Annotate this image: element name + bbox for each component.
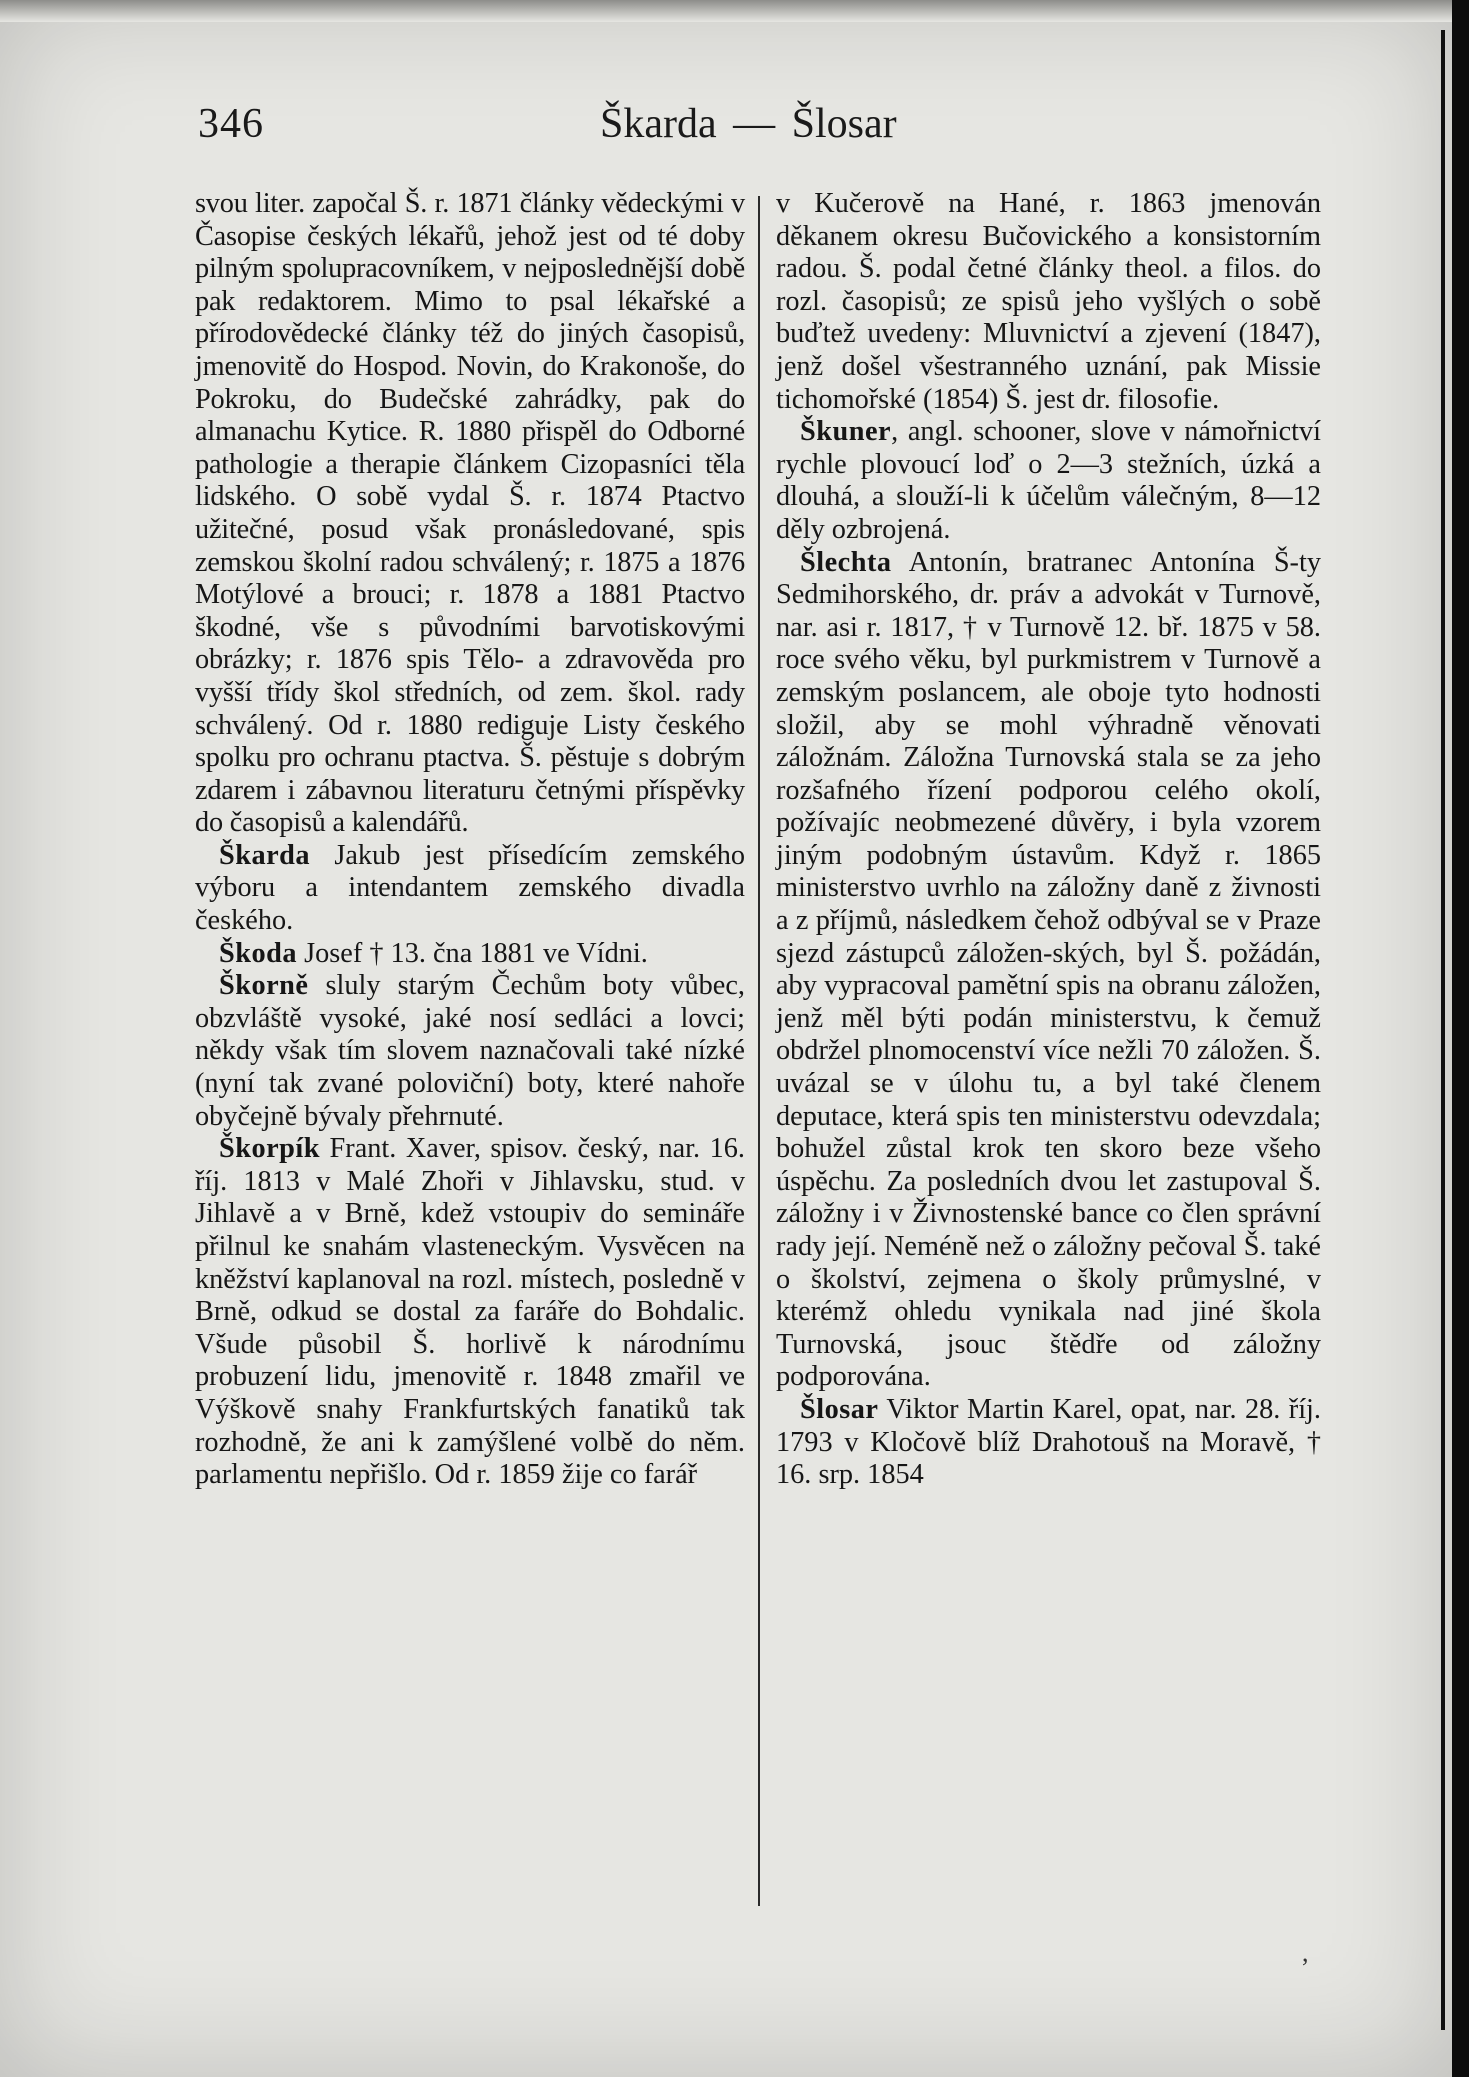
running-head: Škarda — Šlosar: [600, 101, 897, 147]
trailing-mark: ,: [1302, 1938, 1309, 1967]
continuation-paragraph: [195, 188, 745, 840]
page-top-shadow: [0, 0, 1452, 22]
headword: Škorpík: [219, 1133, 321, 1165]
headword: Škoda: [219, 937, 298, 969]
headword: Šlosar: [800, 1393, 879, 1425]
entry-skorpik: [195, 1133, 745, 1492]
entry-slechta: [776, 547, 1321, 1394]
entry-text: sluly starým Čechům boty vůbec, obzvláště vysoké, jaké nosí sedláci a lovci; někdy však tím slovem naznačovali také nízké (nyní tak zvané poloviční) boty, které nahoře obyčejně bývaly přehrnuté.: [195, 970, 745, 1132]
entry-text: Josef † 13. čna 1881 ve Vídni.: [297, 937, 648, 969]
entry-text: Antonín, bratranec Antonína Š-ty Sedmihorského, dr. práv a advokát v Turnově, nar. asi r. 1817, † v Turnově 12. bř. 1875 v 58. roce svého věku, byl purkmistrem v Turnově a zemským poslancem, ale oboje tyto hodnosti složil, aby se mohl výhradně věnovati záložnám. Záložna Turnovská stala se za jeho rozšafného řízení podporou celého okolí, požívajíc neobmezené důvěry, i byla vzorem jiným podobným ústavům. Když r. 1865 ministerstvo uvrhlo na záložny daně z živnosti a z příjmů, následkem čehož odbýval se v Praze sjezd zástupců záložen-ských, byl Š. požádán, aby vypracoval pamětní spis na obranu záložen, jenž měl býti podán ministerstvu, k čemuž obdržel plnomocenství více nežli 70 záložen. Š. uvázal se v úlohu tu, a byl také členem deputace, která spis ten ministerstvu odevzdala; bohužel zůstal krok ten skoro beze všeho úspěchu. Za posledních dvou let zastupoval Š. záložny i v Živnostenské bance co člen správní rady její. Neméně než o záložny pečoval Š. také o školství, zejmena o školy průmyslné, v kterémž ohledu vynikala nad jiné škola Turnovská, jsouc štědře od záložny podporována.: [776, 546, 1321, 1393]
entry-text: Jakub jest přísedícím zemského výboru a intendantem zemského divadla českého.: [195, 839, 745, 937]
paragraph-text: v Kučerově na Hané, r. 1863 jmenován děkanem okresu Bučovického a konsistorním radou. Š. podal četné články theol. a filos. do rozl. časopisů; ze spisů jeho vyšlých o sobě buďtež uvedeny: Mluvnictví a zjevení (1847), jenž došel všestranného uznání, pak Missie tichomořské (1854) Š. jest dr. filosofie.: [776, 188, 1321, 415]
entry-text: , angl. schooner, slove v námořnictví rychle plovoucí loď o 2—3 stežních, úzká a dlouhá, a slouží-li k účelům válečným, 8—12 děly ozbrojená.: [776, 416, 1321, 545]
right-column: [776, 188, 1321, 1492]
column-divider: [758, 196, 760, 1906]
headword: Škorně: [219, 970, 309, 1002]
headword: Škuner: [800, 416, 892, 448]
binding-line: [1441, 30, 1445, 2030]
entry-text: Viktor Martin Karel, opat, nar. 28. říj. 1793 v Kločově blíž Drahotouš na Moravě, † 16. srp. 1854: [776, 1393, 1321, 1491]
entry-skarda: [195, 840, 745, 938]
page-edge: [1452, 0, 1469, 2077]
entry-skoda: [195, 938, 745, 971]
headword: Škarda: [219, 839, 311, 871]
left-column: [195, 188, 745, 1492]
paragraph-text: svou liter. započal Š. r. 1871 články vědeckými v Časopise českých lékařů, jehož jest od té doby pilným spolupracovníkem, v nejposlednější době pak redaktorem. Mimo to psal lékařské a přírodovědecké články též do jiných časopisů, jmenovitě do Hospod. Novin, do Krakonoše, do Pokroku, do Budečské zahrádky, pak do almanachu Kytice. R. 1880 přispěl do Odborné pathologie a therapie článkem Cizopasníci těla lidského. O sobě vydal Š. r. 1874 Ptactvo užitečné, posud však pronásledované, spis zemskou školní radou schválený; r. 1875 a 1876 Motýlové a brouci; r. 1878 a 1881 Ptactvo škodné, vše s původními barvotiskovými obrázky; r. 1876 spis Tělo- a zdravověda pro vyšší třídy škol středních, od zem. škol. rady schválený. Od r. 1880 rediguje Listy českého spolku pro ochranu ptactva. Š. pěstuje s dobrým zdarem i zábavnou literaturu četnými příspěvky do časopisů a kalendářů.: [195, 188, 745, 839]
entry-skuner: [776, 416, 1321, 546]
page-number: 346: [198, 101, 264, 147]
entry-skorne: [195, 970, 745, 1133]
page-header: [0, 92, 1452, 162]
headword: Šlechta: [800, 546, 892, 578]
entry-slosar: [776, 1394, 1321, 1492]
continuation-paragraph: [776, 188, 1321, 416]
entry-text: Frant. Xaver, spisov. český, nar. 16. říj. 1813 v Malé Zhoři v Jihlavsku, stud. v Jihlavě a v Brně, kdež vstoupiv do semináře přilnul ke snahám vlasteneckým. Vysvěcen na kněžství kaplanoval na rozl. místech, posledně v Brně, odkud se dostal za faráře do Bohdalic. Všude působil Š. horlivě k národnímu probuzení lidu, jmenovitě r. 1848 zmařil ve Výškově snahy Frankfurtských fanatiků tak rozhodně, že ani k zamýšlené volbě do něm. parlamentu nepřišlo. Od r. 1859 žije co farář: [195, 1133, 745, 1491]
